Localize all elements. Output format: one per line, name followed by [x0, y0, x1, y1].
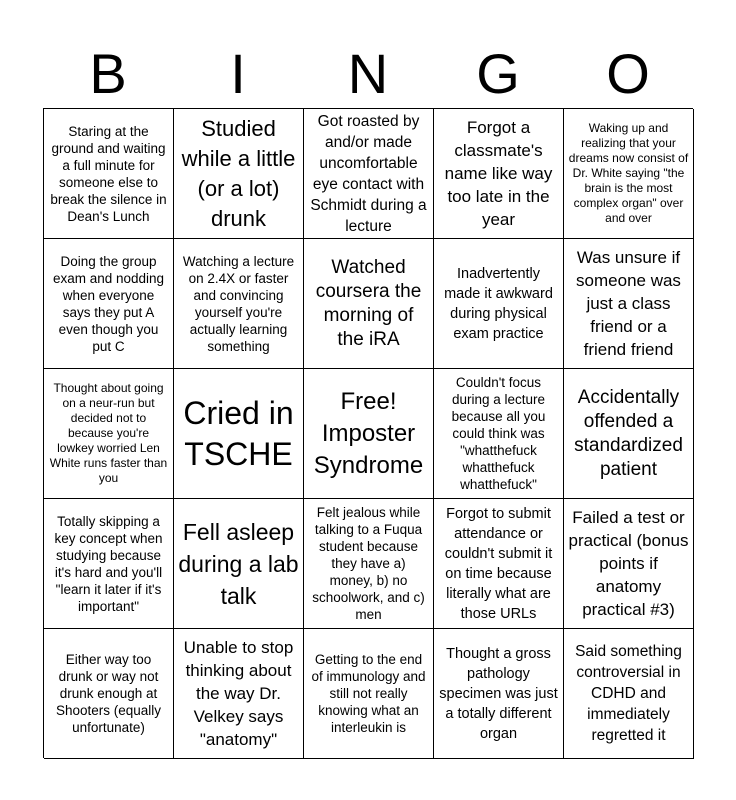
bingo-grid	[43, 108, 693, 758]
bingo-cell-4-2[interactable]	[174, 499, 304, 629]
bingo-cell-4-4[interactable]	[434, 499, 564, 629]
bingo-cell-3-4[interactable]	[434, 369, 564, 499]
cell-text: Cried in TSCHE	[183, 394, 294, 472]
bingo-cell-2-3[interactable]	[304, 239, 434, 369]
cell-text: Felt jealous while talking to a Fuqua student because they have a) money, b) no schoolwork, and c) men	[312, 505, 425, 622]
cell-text: Either way too drunk or way not drunk enough at Shooters (equally unfortunate)	[55, 652, 162, 735]
cell-text: Watched coursera the morning of the iRA	[315, 256, 422, 350]
cell-text: Couldn't focus during a lecture because all you could think was "whatthefuck whatthefuck whatthefuck"	[451, 375, 546, 492]
cell-text: Unable to stop thinking about the way Dr. Velkey says "anatomy"	[183, 638, 294, 749]
bingo-header	[43, 40, 693, 108]
bingo-cell-3-5[interactable]	[564, 369, 694, 499]
bingo-cell-2-5[interactable]	[564, 239, 694, 369]
cell-text: Doing the group exam and nodding when everyone says they put A even though you put C	[52, 253, 165, 354]
bingo-cell-2-2[interactable]	[174, 239, 304, 369]
cell-text: Totally skipping a key concept when studying because it's hard and you'll "learn it later if it's important"	[54, 513, 163, 614]
cell-text: Forgot to submit attendance or couldn't submit it on time because literally what are those URLs	[444, 505, 553, 622]
bingo-cell-5-3[interactable]	[304, 629, 434, 759]
header-letter-i: I	[230, 42, 246, 105]
cell-text: Free! Imposter Syndrome	[313, 387, 424, 479]
bingo-cell-1-3[interactable]	[304, 109, 434, 239]
bingo-cell-5-4[interactable]	[434, 629, 564, 759]
bingo-cell-1-5[interactable]	[564, 109, 694, 239]
cell-text: Accidentally offended a standardized patient	[574, 386, 683, 480]
header-letter-b: B	[89, 42, 127, 105]
bingo-cell-3-1[interactable]	[44, 369, 174, 499]
bingo-cell-4-3[interactable]	[304, 499, 434, 629]
bingo-cell-3-2[interactable]	[174, 369, 304, 499]
bingo-cell-3-3[interactable]	[304, 369, 434, 499]
bingo-cell-1-1[interactable]	[44, 109, 174, 239]
bingo-cell-5-2[interactable]	[174, 629, 304, 759]
cell-text: Was unsure if someone was just a class friend or a friend friend	[576, 248, 681, 359]
bingo-cell-5-1[interactable]	[44, 629, 174, 759]
bingo-cell-2-4[interactable]	[434, 239, 564, 369]
bingo-cell-1-2[interactable]	[174, 109, 304, 239]
bingo-cell-4-1[interactable]	[44, 499, 174, 629]
cell-text: Failed a test or practical (bonus points if anatomy practical #3)	[568, 508, 689, 619]
bingo-cell-2-1[interactable]	[44, 239, 174, 369]
cell-text: Said something controversial in CDHD and immediately regretted it	[575, 643, 682, 744]
cell-text: Fell asleep during a lab talk	[178, 518, 299, 609]
header-letter-g: G	[476, 42, 520, 105]
cell-text: Thought about going on a neur-run but decided not to because you're lowkey worried Len White runs faster than you	[49, 381, 168, 485]
cell-text: Watching a lecture on 2.4X or faster and convincing yourself you're actually learning something	[182, 253, 295, 354]
header-letter-n: N	[347, 42, 389, 105]
cell-text: Staring at the ground and waiting a full minute for someone else to break the silence in Dean's Lunch	[50, 123, 167, 224]
bingo-cell-4-5[interactable]	[564, 499, 694, 629]
cell-text: Thought a gross pathology specimen was just a totally different organ	[439, 645, 558, 742]
bingo-cell-5-5[interactable]	[564, 629, 694, 759]
cell-text: Got roasted by and/or made uncomfortable eye contact with Schmidt during a lecture	[310, 112, 427, 235]
cell-text: Getting to the end of immunology and still not really knowing what an interleukin is	[311, 652, 426, 735]
cell-text: Waking up and realizing that your dreams now consist of Dr. White saying "the brain is the most complex organ" over and over	[568, 121, 689, 225]
bingo-cell-1-4[interactable]	[434, 109, 564, 239]
header-letter-o: O	[606, 42, 650, 105]
cell-text: Forgot a classmate's name like way too late in the year	[444, 118, 553, 229]
cell-text: Studied while a little (or a lot) drunk	[181, 115, 296, 231]
cell-text: Inadvertently made it awkward during physical exam practice	[444, 265, 553, 342]
